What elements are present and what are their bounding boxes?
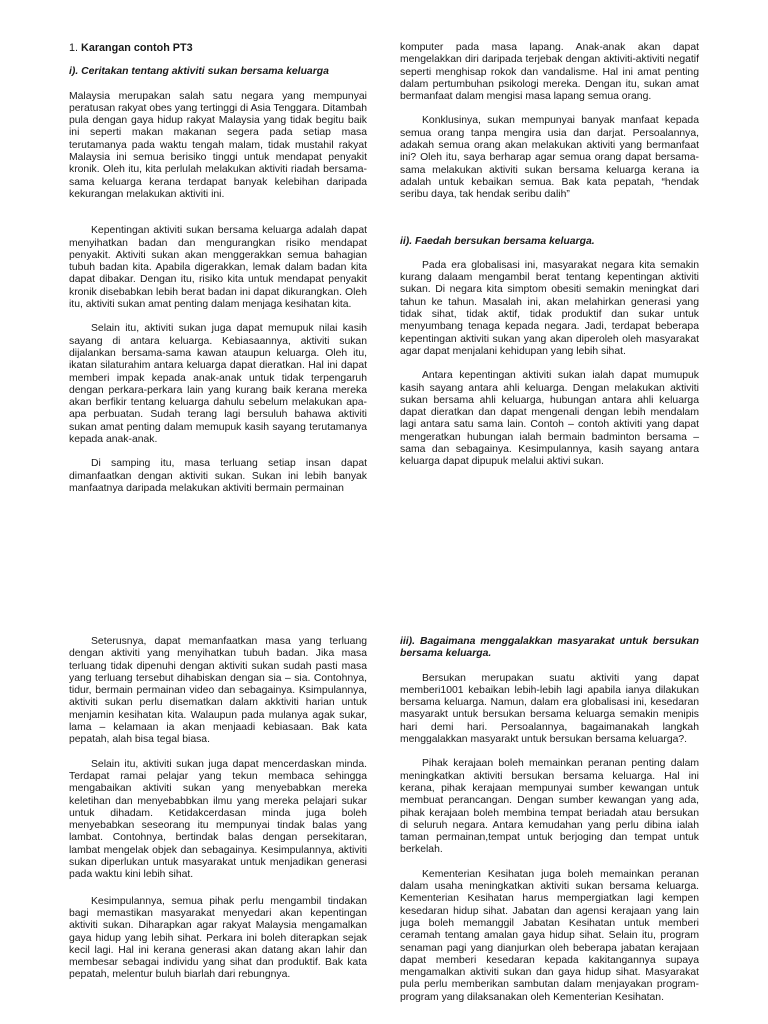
- paragraph: Kementerian Kesihatan juga boleh memainkan peranan dalam usaha meningkatkan aktiviti sukan bersama keluarga. Kementerian Kesihatan harus mempergiatkan lagi kempen kesedaran hidup sihat. Jabatan dan agensi kerajaan yang lain juga boleh memanggil Jabatan Kesihatan untuk memberi ceramah tentang amalan gaya hidup sihat. Selain itu, program senaman pagi yang dianjurkan oleh beberapa jabatan kerajaan dapat memberi kesedaran kepada kakitangannya supaya mengamalkan aktiviti sukan dan gaya hidup sihat. Masyarakat pula perlu memberikan sambutan dalam menjayakan program-program yang dilaksanakan oleh Kementerian Kesihatan.: [400, 868, 699, 1003]
- paragraph: Antara kepentingan aktiviti sukan ialah dapat mumupuk kasih sayang antara ahli keluarga. Dengan melakukan aktiviti sukan bersama ahli keluarga, hubungan antara ahli keluarga dapat dieratkan dan dapat mengenali dengan lebih mendalam lagi antara satu sama lain. Contoh – contoh aktiviti yang dapat mengeratkan hubungan ialah bermain badminton bersama – sama dan sebagainya. Kesimpulannya, kasih sayang antara keluarga dapat dipupuk melalui aktivi sukan.: [400, 370, 699, 468]
- title-number: 1.: [69, 42, 79, 54]
- section-heading-3: iii). Bagaimana menggalakkan masyarakat untuk bersukan bersama keluarga.: [400, 636, 699, 660]
- section-heading-2: ii). Faedah bersukan bersama keluarga.: [400, 235, 595, 247]
- column-top-left: [69, 42, 367, 495]
- paragraph: Konklusinya, sukan mempunyai banyak manfaat kepada semua orang tanpa mengira usia dan darjat. Persoalannya, adakah semua orang akan melakukan aktiviti yang bermanfaat ini? Oleh itu, saya berharap agar semua orang dapat bersama-sama melakukan aktiviti sukan bersama keluarga kerana ia adalah untuk kebaikan semua. Bak kata pepatah, “hendak seribu daya, tak hendak seribu dalih”: [400, 115, 699, 201]
- column-top-right: [400, 42, 699, 469]
- paragraph: Seterusnya, dapat memanfaatkan masa yang terluang dengan aktiviti yang menyihatkan tubuh badan. Jika masa terluang tidak dipenuhi dengan aktiviti sukan sudah pasti masa yang terluang tersebut dihabiskan dengan sia – sia. Contohnya, tidur, bermain permainan video dan sebagainya. Ksimpulannya, aktiviti sukan perlu disematkan dalam akktiviti harian untuk menjamin kesihatan kita. Walaupun pada mulanya agak sukar, lama – kelamaan ia akan menjaadi kebiasaan. Bak kata pepatah, alah bisa tegal biasa.: [69, 636, 367, 746]
- document-title: [69, 42, 367, 54]
- title-text: Karangan contoh PT3: [81, 42, 193, 54]
- section-heading-1: i). Ceritakan tentang aktiviti sukan bersama keluarga: [69, 66, 329, 78]
- paragraph: Selain itu, aktiviti sukan juga dapat mencerdaskan minda. Terdapat ramai pelajar yang tekun membaca sehingga mengabaikan aktiviti sukan yang menyebabkan mereka keletihan dan menyebabbkan ilmu yang mereka pelajari sukar untuk dihadam. Ketidakcerdasan minda juga boleh menyebabkan seseorang itu mempunyai tindak balas yang lambat. Contohnya, bertindak balas dengan persekitaran, lambat mengelak objek dan sebagainya. Kesimpulannya, aktiviti sukan diperlukan untuk masyarakat untuk menjadikan generasi pada waktu kini lebih sihat.: [69, 758, 367, 881]
- paragraph: Bersukan merupakan suatu aktiviti yang dapat memberi1001 kebaikan lebih-lebih lagi apabila ianya dilakukan bersama keluarga. Namun, dalam era globalisasi ini, kesedaran masyarakt untuk bersukan bersama keluarga semakin menipis hari demi hari. Persoalannya, bagaimanakah langkah menggalakkan masyarakt untuk bersukan bersama keluarga?.: [400, 672, 699, 746]
- paragraph: Selain itu, aktiviti sukan juga dapat memupuk nilai kasih sayang di antara keluarga. Kebiasaannya, aktiviti sukan dijalankan bersama-sama kawan ataupun keluarga. Oleh itu, ikatan silaturahim antara keluarga dapat dieratkan. Hal ini dapat memberi impak kepada anak-anak untuk tidak terpengaruh dengan perkara-perkara lain yang kurang baik kerana mereka akan berfikir tentang keluarga dahulu sebelum melakukan apa-apa perbuatan. Sudah terang lagi bersuluh bahawa aktiviti sukan amat penting dalam memupuk kasih sayang terutamanya kepada anak-anak.: [69, 323, 367, 446]
- paragraph: Kesimpulannya, semua pihak perlu mengambil tindakan bagi memastikan masyarakat menyedari akan kepentingan aktiviti sukan. Diharapkan agar rakyat Malaysia mengamalkan gaya hidup yang lebih sihat. Perkara ini boleh diterapkan sejak kecil lagi. Hal ini kerana generasi akan datang akan lahir dan membesar sebagai individu yang sihat dan produktif. Bak kata pepatah, melentur buluh biarlah dari rebungnya.: [69, 895, 367, 981]
- paragraph: Malaysia merupakan salah satu negara yang mempunyai peratusan rakyat obes yang tertinggi di Asia Tenggara. Ditambah pula dengan gaya hidup rakyat Malaysia yang tidak begitu baik ini seperti makan makanan segera pada setiap masa terutamanya pada waktu tengah malam, tidak mustahil rakyat Malaysia ini semua berisiko tinggi untuk mendapat penyakit kronik. Oleh itu, kita perlulah melakukan aktiviti riadah bersama-sama keluarga kerana terdapat banyak kelebihan daripada kekurangan melakukan aktiviti ini.: [69, 90, 367, 200]
- column-bottom-right: [400, 636, 699, 1024]
- paragraph: komputer pada masa lapang. Anak-anak akan dapat mengelakkan diri daripada terjebak dengan aktiviti-aktiviti negatif seperti menghisap rokok dan vandalisme. Hal ini amat penting dalam pertumbuhan psikologi mereka. Dengan itu, sukan amat bermanfaat dalam mengisi masa lapang semua orang.: [400, 42, 699, 103]
- column-bottom-left: [69, 636, 367, 982]
- paragraph: Pihak kerajaan boleh memainkan peranan penting dalam meningkatkan aktiviti bersukan bersama keluarga. Hal ini kerana, pihak kerajaan mempunyai sumber kewangan untuk membuat perancangan. Dengan sumber kewangan yang ada, pihak kerajaan boleh membina tempat beriadah atau bersukan di seluruh negara. Antara kemudahan yang perlu dibina ialah taman permainan,tempat untuk berjoging dan tempat untuk berkelah.: [400, 758, 699, 856]
- paragraph: Kepentingan aktiviti sukan bersama keluarga adalah dapat menyihatkan badan dan mengurangkan risiko mendapat penyakit. Aktiviti sukan akan menggerakkan semua bahagian tubuh badan kita. Apabila digerakkan, lemak dalam badan kita dapat dibakar. Dengan itu, risiko kita untuk mendapat penyakit kronik disebabkan lebih berat badan ini dapat dikurangkan. Oleh itu, aktiviti sukan amat penting dalam menjaga kesihatan kita.: [69, 225, 367, 311]
- paragraph: Pada era globalisasi ini, masyarakat negara kita semakin kurang dalaam mengambil berat tentang kepentingan aktiviti sukan. Di negara kita simptom obesiti semakin meningkat dari tahun ke tahun. Masalah ini, akan melahirkan generasi yang tidak sihat, tidak aktif, tidak produktif dan sukar untuk menyumbang tenaga kepada negara. Jadi, terdapat beberapa kepentingan aktiviti sukan yang akan diperoleh oleh masyarakat agar dapat menjalani kehidupan yang lebih sihat.: [400, 259, 699, 357]
- paragraph: Di samping itu, masa terluang setiap insan dapat dimanfaatkan dengan aktiviti sukan. Sukan ini lebih banyak manfaatnya daripada melakukan aktiviti bermain permainan: [69, 458, 367, 494]
